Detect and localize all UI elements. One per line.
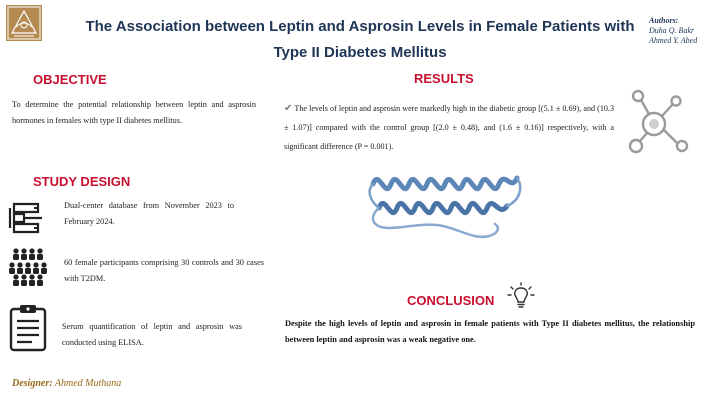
check-icon: ✔ xyxy=(284,103,293,114)
designer-credit xyxy=(12,378,121,389)
clipboard-icon xyxy=(8,304,48,352)
design-item-database xyxy=(8,198,234,238)
objective-heading: OBJECTIVE xyxy=(33,72,107,87)
molecule-icon xyxy=(620,84,690,156)
author-name: Ahmed Y. Abed xyxy=(649,36,698,45)
lightbulb-icon xyxy=(506,282,536,310)
designer-name: Ahmed Muthana xyxy=(54,378,122,389)
conclusion-text: Despite the high levels of leptin and asprosin in female patients with Type II diabetes mellitus, the relationship between leptin and asprosin was a weak negative one. xyxy=(285,319,695,344)
results-text xyxy=(284,99,614,156)
group-people-icon xyxy=(8,246,48,286)
design-item-text: 60 female participants comprising 30 controls and 30 cases with T2DM. xyxy=(64,258,264,283)
poster-title: The Association between Leptin and Asprosin Levels in Female Patients with Type II Diabetes Mellitus xyxy=(85,18,635,61)
results-heading: RESULTS xyxy=(414,71,474,86)
design-item-participants xyxy=(8,246,264,286)
results-body: The levels of leptin and asprosin were markedly high in the diabetic group [(5.1 ± 0.69), and (10.3 ± 1.07)] compared with the control group [(2.0 ± 0.48), and (1.6 ± 0.16)] respectively, with a significant difference (P = 0.001). xyxy=(284,104,614,151)
authors-label: Authors: xyxy=(649,16,679,25)
protein-structure-icon xyxy=(365,162,525,247)
conclusion-heading: CONCLUSION xyxy=(407,293,495,308)
database-icon xyxy=(8,198,48,238)
design-item-text: Serum quantification of leptin and asprosin was conducted using ELISA. xyxy=(62,322,242,347)
authors-block xyxy=(649,16,719,46)
study-design-heading: STUDY DESIGN xyxy=(33,174,131,189)
university-logo-icon xyxy=(4,3,44,43)
objective-text: To determine the potential relationship between leptin and asprosin hormones in females with type II diabetes mellitus. xyxy=(12,100,256,125)
author-name: Duha Q. Bakr xyxy=(649,26,695,35)
design-item-elisa xyxy=(8,304,242,352)
design-item-text: Dual-center database from November 2023 to February 2024. xyxy=(64,201,234,226)
designer-label: Designer: xyxy=(12,378,53,389)
